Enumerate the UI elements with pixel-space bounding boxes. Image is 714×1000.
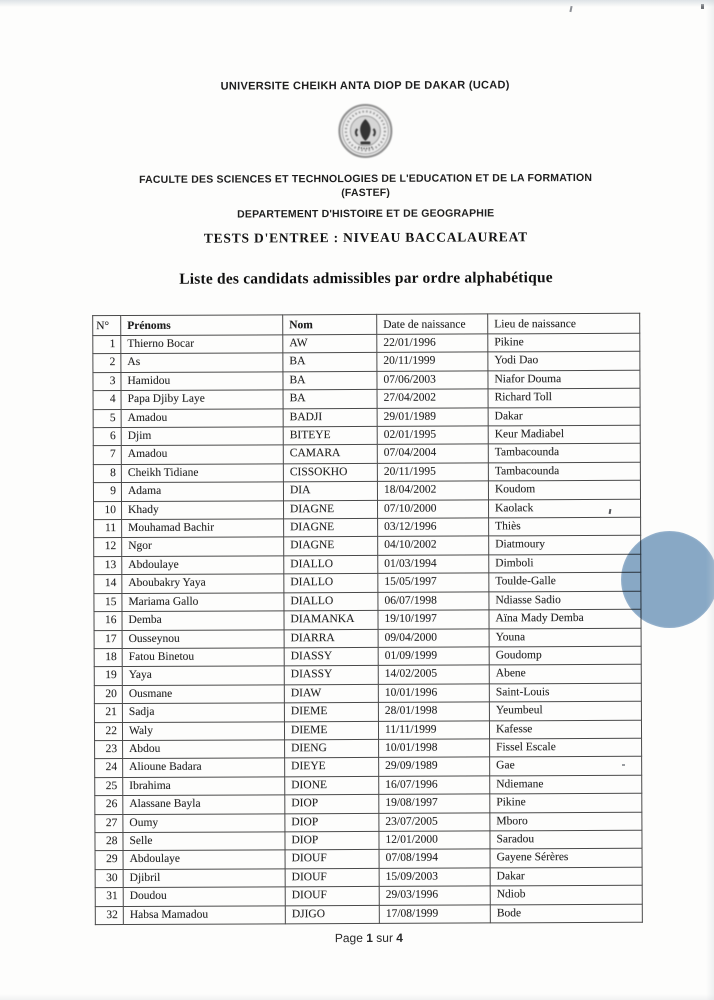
table-cell: Pikine xyxy=(490,793,642,812)
table-row xyxy=(94,701,641,722)
table-cell: Ndiemane xyxy=(490,775,642,794)
column-header-nom: Nom xyxy=(283,314,377,334)
table-cell: DIEME xyxy=(284,703,378,722)
table-cell: BA xyxy=(283,353,377,372)
table-cell: DIOP xyxy=(285,813,379,832)
university-title: UNIVERSITE CHEIKH ANTA DIOP DE DAKAR (UCAD) xyxy=(220,79,510,93)
university-seal-icon xyxy=(38,102,692,166)
table-row xyxy=(95,904,642,925)
table-cell: AW xyxy=(283,334,377,353)
footer-total-pages: 4 xyxy=(396,930,403,945)
table-cell: Ndiasse Sadio xyxy=(489,591,641,610)
table-cell: Kafesse xyxy=(489,720,641,739)
table-cell: DIEME xyxy=(284,721,378,740)
table-cell: DIAGNE xyxy=(284,518,378,537)
table-cell: 25 xyxy=(95,777,123,796)
table-row xyxy=(95,738,642,759)
table-cell: DIALLO xyxy=(284,574,378,593)
table-cell: 22/01/1996 xyxy=(377,334,488,353)
table-cell: 26 xyxy=(95,796,123,815)
table-cell: 29/01/1989 xyxy=(377,408,488,427)
table-row xyxy=(94,609,641,630)
table-cell: Abene xyxy=(489,665,641,684)
table-cell: DIONE xyxy=(285,776,379,795)
table-cell: DIOP xyxy=(285,795,379,814)
table-cell: Ousmane xyxy=(122,685,284,704)
table-cell: 19/08/1997 xyxy=(379,794,490,813)
table-cell: Pikine xyxy=(488,333,640,352)
table-row xyxy=(94,591,641,612)
table-row xyxy=(93,370,640,391)
table-cell: CAMARA xyxy=(283,445,377,464)
table-cell: Mouhamad Bachir xyxy=(122,519,284,538)
table-row xyxy=(93,407,640,428)
table-row xyxy=(94,720,641,741)
table-cell: Dakar xyxy=(488,407,640,426)
table-cell: 20 xyxy=(94,685,122,704)
table-cell: Amadou xyxy=(121,445,283,464)
table-cell: 2 xyxy=(93,354,121,373)
table-cell: DIAGNE xyxy=(284,537,378,556)
table-row xyxy=(95,849,642,870)
table-cell: Yaya xyxy=(122,666,284,685)
column-header-date-naissance: Date de naissance xyxy=(377,314,488,334)
table-row xyxy=(93,481,640,502)
table-cell: DIOUF xyxy=(285,850,379,869)
list-title: Liste des candidats admissibles par ordre alphabétique xyxy=(179,269,553,288)
table-cell: 01/09/1999 xyxy=(378,647,489,666)
table-row xyxy=(94,499,641,520)
table-cell: DIEYE xyxy=(285,758,379,777)
table-cell: As xyxy=(121,353,283,372)
table-cell: Ngor xyxy=(122,537,284,556)
table-cell: Kaolack xyxy=(488,499,640,518)
table-cell: 27 xyxy=(95,814,123,833)
table-row xyxy=(94,665,641,686)
table-cell: 4 xyxy=(93,391,121,410)
table-cell: Gae xyxy=(490,757,642,776)
table-cell: Ndiob xyxy=(490,885,642,904)
table-cell: Doudou xyxy=(123,887,285,906)
table-cell: 29 xyxy=(95,851,123,870)
table-row xyxy=(94,536,641,557)
table-cell: 17 xyxy=(94,630,122,649)
table-cell: 28 xyxy=(95,832,123,851)
table-cell: 14/02/2005 xyxy=(378,665,489,684)
table-cell: 7 xyxy=(93,446,121,465)
table-cell: BADJI xyxy=(283,408,377,427)
table-cell: 20/11/1999 xyxy=(377,352,488,371)
table-cell: Waly xyxy=(122,721,284,740)
table-cell: 11/11/1999 xyxy=(378,720,489,739)
table-cell: BITEYE xyxy=(283,426,377,445)
table-body xyxy=(93,333,643,924)
table-cell: DJIGO xyxy=(285,905,379,924)
table-cell: Cheikh Tidiane xyxy=(121,464,283,483)
table-cell: 12/01/2000 xyxy=(379,831,490,850)
table-cell: 8 xyxy=(93,464,121,483)
table-cell: 01/03/1994 xyxy=(378,555,489,574)
faculty-title-line2: (FASTEF) xyxy=(341,186,391,200)
table-row xyxy=(93,425,640,446)
footer-word-sur: sur xyxy=(376,930,393,945)
table-cell: 19/10/1997 xyxy=(378,610,489,629)
table-row xyxy=(95,775,642,796)
department-title: DEPARTEMENT D'HISTOIRE ET DE GEOGRAPHIE xyxy=(237,207,495,221)
table-cell: 06/07/1998 xyxy=(378,592,489,611)
table-cell: 09/04/2000 xyxy=(378,628,489,647)
table-cell: Toulde-Galle xyxy=(489,573,641,592)
table-cell: 23 xyxy=(95,740,123,759)
table-row xyxy=(95,812,642,833)
table-cell: Mboro xyxy=(490,812,642,831)
table-cell: 19 xyxy=(94,667,122,686)
table-header xyxy=(93,313,640,335)
page-footer xyxy=(42,930,696,947)
candidates-table xyxy=(92,313,643,925)
table-row xyxy=(94,554,641,575)
table-row xyxy=(93,388,640,409)
table-cell: DIAGNE xyxy=(284,500,378,519)
table-cell: Thiès xyxy=(489,517,641,536)
table-cell: DIASSY xyxy=(284,666,378,685)
table-cell: Sadja xyxy=(122,703,284,722)
table-cell: Mariama Gallo xyxy=(122,593,284,612)
table-row xyxy=(95,830,642,851)
footer-current-page: 1 xyxy=(366,930,373,945)
table-cell: 10/01/1996 xyxy=(378,684,489,703)
table-row xyxy=(95,867,642,888)
table-cell: Abdou xyxy=(123,740,285,759)
table-cell: Amadou xyxy=(121,408,283,427)
scan-speck xyxy=(622,764,625,766)
table-cell: 22 xyxy=(94,722,122,741)
table-cell: 15 xyxy=(94,593,122,612)
table-cell: 3 xyxy=(93,372,121,391)
table-cell: 9 xyxy=(93,483,121,502)
table-cell: CISSOKHO xyxy=(283,463,377,482)
table-cell: 14 xyxy=(94,575,122,594)
table-cell: 12 xyxy=(94,538,122,557)
table-cell: Ibrahima xyxy=(123,777,285,796)
table-row xyxy=(93,462,640,483)
table-cell: 04/10/2002 xyxy=(378,536,489,555)
table-cell: Alioune Badara xyxy=(123,758,285,777)
table-cell: 07/10/2000 xyxy=(378,500,489,519)
table-cell: 16/07/1996 xyxy=(379,776,490,795)
table-cell: Keur Madiabel xyxy=(488,425,640,444)
table-cell: 30 xyxy=(95,869,123,888)
faculty-title-line1: FACULTE DES SCIENCES ET TECHNOLOGIES DE L'EDUCATION ET DE LA FORMATION xyxy=(139,171,593,186)
table-row xyxy=(95,757,642,778)
table-cell: Aïna Mady Demba xyxy=(489,609,641,628)
column-header-lieu-naissance: Lieu de naissance xyxy=(488,313,640,334)
table-cell: DIAW xyxy=(284,684,378,703)
table-cell: Tambacounda xyxy=(488,462,640,481)
table-cell: DIOUF xyxy=(285,868,379,887)
table-cell: DIARRA xyxy=(284,629,378,648)
table-cell: Saradou xyxy=(490,830,642,849)
table-cell: DIASSY xyxy=(284,647,378,666)
table-cell: DIENG xyxy=(285,739,379,758)
table-cell: 07/08/1994 xyxy=(379,849,490,868)
table-row xyxy=(94,573,641,594)
table-cell: 31 xyxy=(95,888,123,907)
table-cell: DIALLO xyxy=(284,555,378,574)
table-cell: DIA xyxy=(283,482,377,501)
table-cell: 10/01/1998 xyxy=(379,739,490,758)
table-row xyxy=(93,333,640,354)
table-cell: BA xyxy=(283,390,377,409)
table-cell: Ousseynou xyxy=(122,629,284,648)
table-cell: Habsa Mamadou xyxy=(123,905,285,924)
table-cell: Goudomp xyxy=(489,646,641,665)
table-cell: Abdoulaye xyxy=(122,556,284,575)
table-row xyxy=(94,517,641,538)
scan-bottom-edge xyxy=(0,994,714,1000)
table-cell: Richard Toll xyxy=(488,388,640,407)
table-cell: Gayene Sérères xyxy=(490,849,642,868)
column-header-prenoms: Prénoms xyxy=(121,315,283,336)
table-cell: Dimboli xyxy=(489,554,641,573)
scan-top-edge xyxy=(0,0,714,7)
table-row xyxy=(95,885,642,906)
table-cell: Tambacounda xyxy=(488,444,640,463)
table-cell: Demba xyxy=(122,611,284,630)
table-cell: Alassane Bayla xyxy=(123,795,285,814)
table-cell: 6 xyxy=(93,428,121,447)
scan-right-edge xyxy=(706,0,714,1000)
table-cell: 23/07/2005 xyxy=(379,812,490,831)
table-cell: 20/11/1995 xyxy=(377,463,488,482)
table-cell: Khady xyxy=(122,500,284,519)
faculty-title xyxy=(39,171,693,202)
table-cell: 17/08/1999 xyxy=(379,905,490,924)
table-cell: DIAMANKA xyxy=(284,611,378,630)
table-row xyxy=(94,628,641,649)
table-cell: 27/04/2002 xyxy=(377,389,488,408)
table-cell: Fatou Binetou xyxy=(122,648,284,667)
table-row xyxy=(94,646,641,667)
table-cell: Fissel Escale xyxy=(490,738,642,757)
table-cell: DIOP xyxy=(285,831,379,850)
table-cell: 29/09/1989 xyxy=(379,757,490,776)
table-cell: Papa Djiby Laye xyxy=(121,390,283,409)
table-row xyxy=(95,793,642,814)
table-cell: Djim xyxy=(121,427,283,446)
table-cell: 32 xyxy=(95,906,123,925)
table-cell: Youna xyxy=(489,628,641,647)
table-cell: 29/03/1996 xyxy=(379,886,490,905)
table-cell: Dakar xyxy=(490,867,642,886)
table-cell: Koudom xyxy=(488,481,640,500)
table-cell: Hamidou xyxy=(121,372,283,391)
table-cell: 15/05/1997 xyxy=(378,573,489,592)
table-cell: Niafor Douma xyxy=(488,370,640,389)
table-cell: 5 xyxy=(93,409,121,428)
table-cell: 15/09/2003 xyxy=(379,868,490,887)
table-cell: 18 xyxy=(94,648,122,667)
table-cell: DIOUF xyxy=(285,887,379,906)
table-cell: 28/01/1998 xyxy=(378,702,489,721)
table-cell: Yodi Dao xyxy=(488,352,640,371)
footer-word-page: Page xyxy=(334,930,363,946)
column-header-num: N° xyxy=(93,316,121,336)
table-cell: 16 xyxy=(94,612,122,631)
table-cell: DIALLO xyxy=(284,592,378,611)
table-cell: 1 xyxy=(93,336,121,355)
table-cell: 21 xyxy=(94,704,122,723)
table-cell: Adama xyxy=(121,482,283,501)
table-cell: Saint-Louis xyxy=(489,683,641,702)
table-cell: Yeumbeul xyxy=(489,701,641,720)
table-cell: 13 xyxy=(94,556,122,575)
table-cell: Oumy xyxy=(123,813,285,832)
tests-title: TESTS D'ENTREE : NIVEAU BACCALAUREAT xyxy=(203,229,528,246)
table-row xyxy=(94,683,641,704)
blue-circle-scan-artifact xyxy=(621,531,714,628)
table-cell: Selle xyxy=(123,832,285,851)
table-cell: 18/04/2002 xyxy=(377,481,488,500)
table-cell: 10 xyxy=(94,501,122,520)
table-cell: 11 xyxy=(94,520,122,539)
table-row xyxy=(93,352,640,373)
table-cell: 02/01/1995 xyxy=(377,426,488,445)
table-cell: 07/06/2003 xyxy=(377,371,488,390)
table-row xyxy=(93,444,640,465)
table-cell: Thierno Bocar xyxy=(121,335,283,354)
table-cell: Djibril xyxy=(123,869,285,888)
table-cell: Diatmoury xyxy=(489,536,641,555)
table-cell: 03/12/1996 xyxy=(378,518,489,537)
table-cell: Bode xyxy=(490,904,642,923)
table-cell: 07/04/2004 xyxy=(377,444,488,463)
table-cell: 24 xyxy=(95,759,123,778)
table-cell: BA xyxy=(283,371,377,390)
table-cell: Aboubakry Yaya xyxy=(122,574,284,593)
table-cell: Abdoulaye xyxy=(123,850,285,869)
